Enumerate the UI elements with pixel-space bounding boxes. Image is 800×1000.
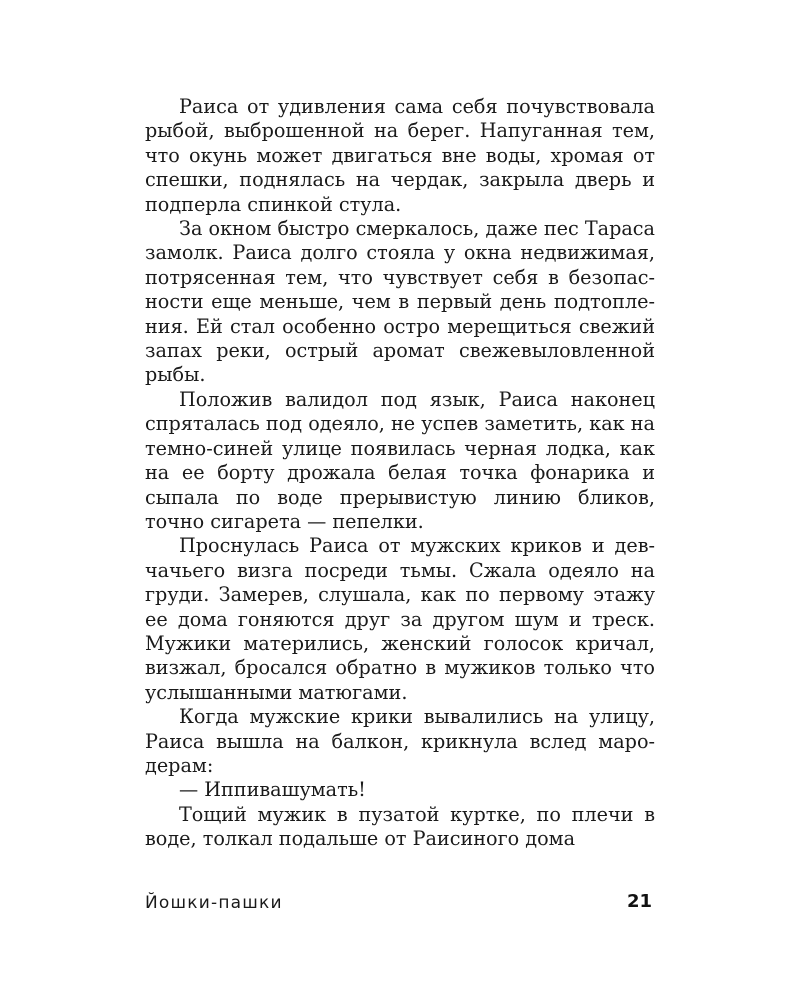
paragraph-4: Проснулась Раиса от мужских криков и девчачьего визга посреди тьмы. Сжала одеяло на груди. Замерев, слушала, как по первому этажу ее дома гоняются друг за другом шум и треск. Мужики матерились, женский голосок кричал, визжал, бросался обратно в мужиков только что услышанными матюгами. [145,534,655,704]
paragraph-7: Тощий мужик в пузатой куртке, по плечи в воде, толкал подальше от Раисиного дома [145,802,655,851]
paragraph-3: Положив валидол под язык, Раиса наконец спряталась под одеяло, не успев заметить, как на темно-синей улице появилась черная лодка, как на ее борту дрожала белая точка фонарика и сыпала по воде прерывистую линию бликов, точно сигарета — пепелки. [145,387,655,533]
paragraph-5: Когда мужские крики вывалились на улицу, Раиса вышла на балкон, крикнула вслед мародерам: [145,705,655,777]
page-number: 21 [626,891,652,912]
running-footer-title: Йошки-пашки [145,893,283,913]
paragraph-6-dialogue: — Иппивашумать! [179,778,366,802]
paragraph-1: Раиса от удивления сама себя почувствовала рыбой, выброшенной на берег. Напуганная тем, что окунь может двигаться вне воды, хромая от спешки, поднялась на чердак, закрыла дверь и подперла спинкой стула. [145,95,655,216]
paragraph-2: За окном быстро смеркалось, даже пес Тараса замолк. Раиса долго стояла у окна недвижимая, потрясенная тем, что чувствует себя в безопасности еще меньше, чем в первый день подтопления. Ей стал особенно остро мерещиться свежий запах реки, острый аромат свежевыловленной рыбы. [145,217,655,387]
body-text [145,95,655,852]
